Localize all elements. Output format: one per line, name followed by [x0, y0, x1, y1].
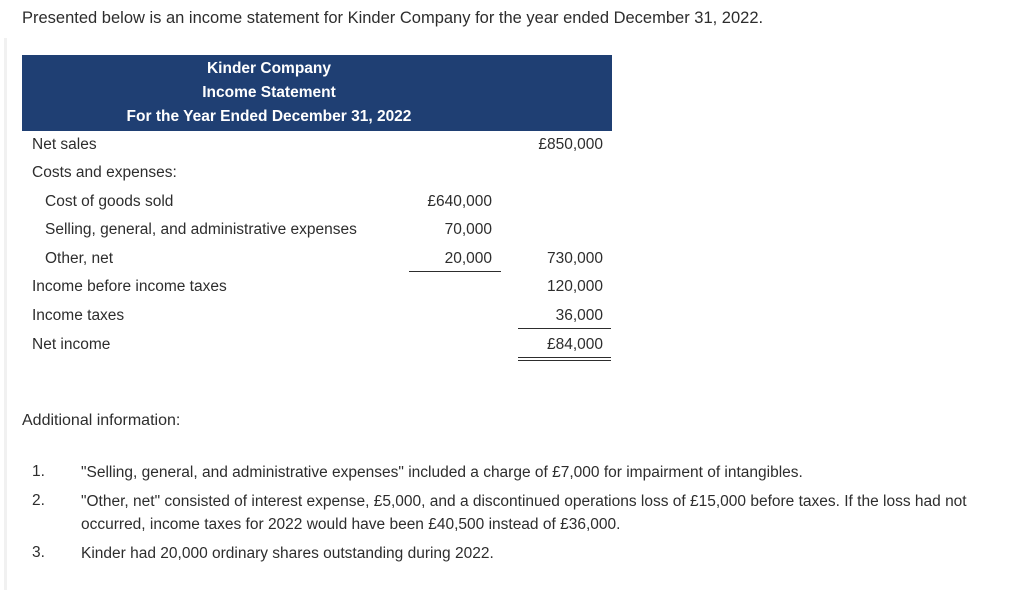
- note-text: "Selling, general, and administrative expenses" included a charge of £7,000 for impairment of intangibles.: [81, 464, 803, 481]
- intro-text: Presented below is an income statement for Kinder Company for the year ended December 31, 2022.: [22, 9, 764, 27]
- income-before-tax-label: Income before income taxes: [32, 278, 227, 295]
- income-taxes-amount: 36,000: [555, 307, 603, 324]
- statement-title: Income Statement: [202, 84, 336, 101]
- other-net-label: Other, net: [45, 250, 114, 267]
- other-net-amount: 20,000: [444, 250, 492, 267]
- income-before-tax-amount: 120,000: [546, 278, 603, 295]
- net-income-double-underline-bottom: [518, 360, 611, 361]
- tax-underline: [518, 328, 611, 329]
- sga-amount: 70,000: [444, 221, 492, 238]
- company-name: Kinder Company: [206, 60, 331, 77]
- additional-info-heading: Additional information:: [22, 412, 181, 429]
- cogs-amount: £640,000: [427, 193, 492, 210]
- net-sales-label: Net sales: [32, 136, 97, 153]
- statement-period: For the Year Ended December 31, 2022: [126, 108, 412, 125]
- note-number: 2.: [32, 492, 45, 509]
- costs-heading: Costs and expenses:: [32, 164, 177, 181]
- note-number: 1.: [32, 463, 45, 480]
- note-text: "Other, net" consisted of interest expense, £5,000, and a discontinued operations loss of £15,000 before taxes. If the loss had not occurred, income taxes for 2022 would have been £40,500 instead of £36,000.: [81, 493, 967, 533]
- net-income-amount: £84,000: [546, 336, 603, 353]
- sga-label: Selling, general, and administrative expenses: [45, 221, 357, 238]
- note-text: Kinder had 20,000 ordinary shares outstanding during 2022.: [81, 545, 494, 562]
- note-number: 3.: [32, 544, 45, 561]
- income-taxes-label: Income taxes: [32, 307, 125, 324]
- total-costs-amount: 730,000: [546, 250, 603, 267]
- net-sales-amount: £850,000: [538, 136, 603, 153]
- cogs-label: Cost of goods sold: [45, 193, 174, 210]
- net-income-double-underline-top: [518, 357, 611, 358]
- subtotal-underline: [409, 271, 501, 272]
- statement-header: [22, 55, 612, 131]
- net-income-label: Net income: [32, 336, 111, 353]
